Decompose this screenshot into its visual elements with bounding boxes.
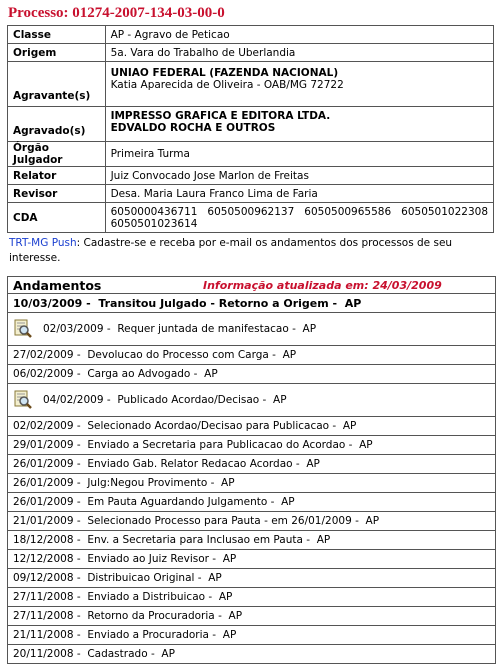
agravante-name: UNIAO FEDERAL (FAZENDA NACIONAL) bbox=[110, 67, 339, 79]
andamento-row bbox=[8, 313, 495, 346]
agravado-1: IMPRESSO GRAFICA E EDITORA LTDA. bbox=[110, 110, 331, 122]
andamento-row: 21/11/2008 - Enviado a Procuradoria - AP bbox=[8, 626, 495, 645]
relator-label: Relator bbox=[8, 167, 106, 185]
andamento-row: 29/01/2009 - Enviado a Secretaria para Publicacao do Acordao - AP bbox=[8, 436, 495, 455]
andamento-row: 21/01/2009 - Selecionado Processo para Pauta - em 26/01/2009 - AP bbox=[8, 512, 495, 531]
cda-line-2: 6050501023614 bbox=[110, 217, 198, 230]
agravante-label: Agravante(s) bbox=[8, 62, 106, 107]
push-notice bbox=[9, 236, 489, 266]
relator-value: Juiz Convocado Jose Marlon de Freitas bbox=[105, 167, 493, 185]
process-info-table bbox=[7, 25, 494, 233]
andamento-row: 20/11/2008 - Cadastrado - AP bbox=[8, 645, 495, 664]
agravante-advogado: Katia Aparecida de Oliveira - OAB/MG 72722 bbox=[110, 79, 344, 91]
agravado-label: Agravado(s) bbox=[8, 107, 106, 142]
andamento-row: 27/11/2008 - Enviado a Distribuicao - AP bbox=[8, 588, 495, 607]
document-magnifier-icon[interactable] bbox=[13, 390, 33, 410]
andamento-row: 12/12/2008 - Enviado ao Juiz Revisor - AP bbox=[8, 550, 495, 569]
andamentos-header bbox=[8, 277, 495, 294]
updated-date: Informação atualizada em: 24/03/2009 bbox=[203, 278, 442, 292]
andamento-row: 09/12/2008 - Distribuicao Original - AP bbox=[8, 569, 495, 588]
cda-line-1: 6050000436711 6050500962137 6050500965586 6050501022308 bbox=[110, 205, 488, 218]
document-magnifier-icon[interactable] bbox=[13, 319, 33, 339]
classe-value: AP - Agravo de Peticao bbox=[105, 26, 493, 44]
andamento-row bbox=[8, 384, 495, 417]
andamento-row: 06/02/2009 - Carga ao Advogado - AP bbox=[8, 365, 495, 384]
agravado-2: EDVALDO ROCHA E OUTROS bbox=[110, 122, 276, 134]
revisor-label: Revisor bbox=[8, 185, 106, 203]
andamento-row: 26/01/2009 - Em Pauta Aguardando Julgamento - AP bbox=[8, 493, 495, 512]
andamento-text: 04/02/2009 - Publicado Acordao/Decisao - AP bbox=[43, 394, 287, 406]
andamento-text: 02/03/2009 - Requer juntada de manifestacao - AP bbox=[43, 323, 317, 335]
andamento-row: 10/03/2009 - Transitou Julgado - Retorno a Origem - AP bbox=[8, 294, 495, 313]
orgao-label: Órgão Julgador bbox=[8, 142, 106, 167]
revisor-value: Desa. Maria Laura Franco Lima de Faria bbox=[105, 185, 493, 203]
push-text: : Cadastre-se e receba por e-mail os andamentos dos processos de seu interesse. bbox=[9, 237, 453, 264]
trt-mg-push-link[interactable]: TRT-MG Push bbox=[9, 237, 77, 249]
andamento-row: 02/02/2009 - Selecionado Acordao/Decisao para Publicacao - AP bbox=[8, 417, 495, 436]
andamento-row: 27/11/2008 - Retorno da Procuradoria - AP bbox=[8, 607, 495, 626]
andamento-row: 26/01/2009 - Enviado Gab. Relator Redacao Acordao - AP bbox=[8, 455, 495, 474]
classe-label: Classe bbox=[8, 26, 106, 44]
andamento-row: 26/01/2009 - Julg:Negou Provimento - AP bbox=[8, 474, 495, 493]
process-title: Processo: 01274-2007-134-03-00-0 bbox=[8, 5, 225, 21]
andamentos-title: Andamentos bbox=[13, 277, 102, 293]
orgao-value: Primeira Turma bbox=[105, 142, 493, 167]
andamento-row: 27/02/2009 - Devolucao do Processo com Carga - AP bbox=[8, 346, 495, 365]
origem-label: Origem bbox=[8, 44, 106, 62]
andamento-row: 18/12/2008 - Env. a Secretaria para Inclusao em Pauta - AP bbox=[8, 531, 495, 550]
cda-label: CDA bbox=[8, 203, 106, 233]
origem-value: 5a. Vara do Trabalho de Uberlandia bbox=[105, 44, 493, 62]
andamentos-table bbox=[7, 276, 496, 664]
